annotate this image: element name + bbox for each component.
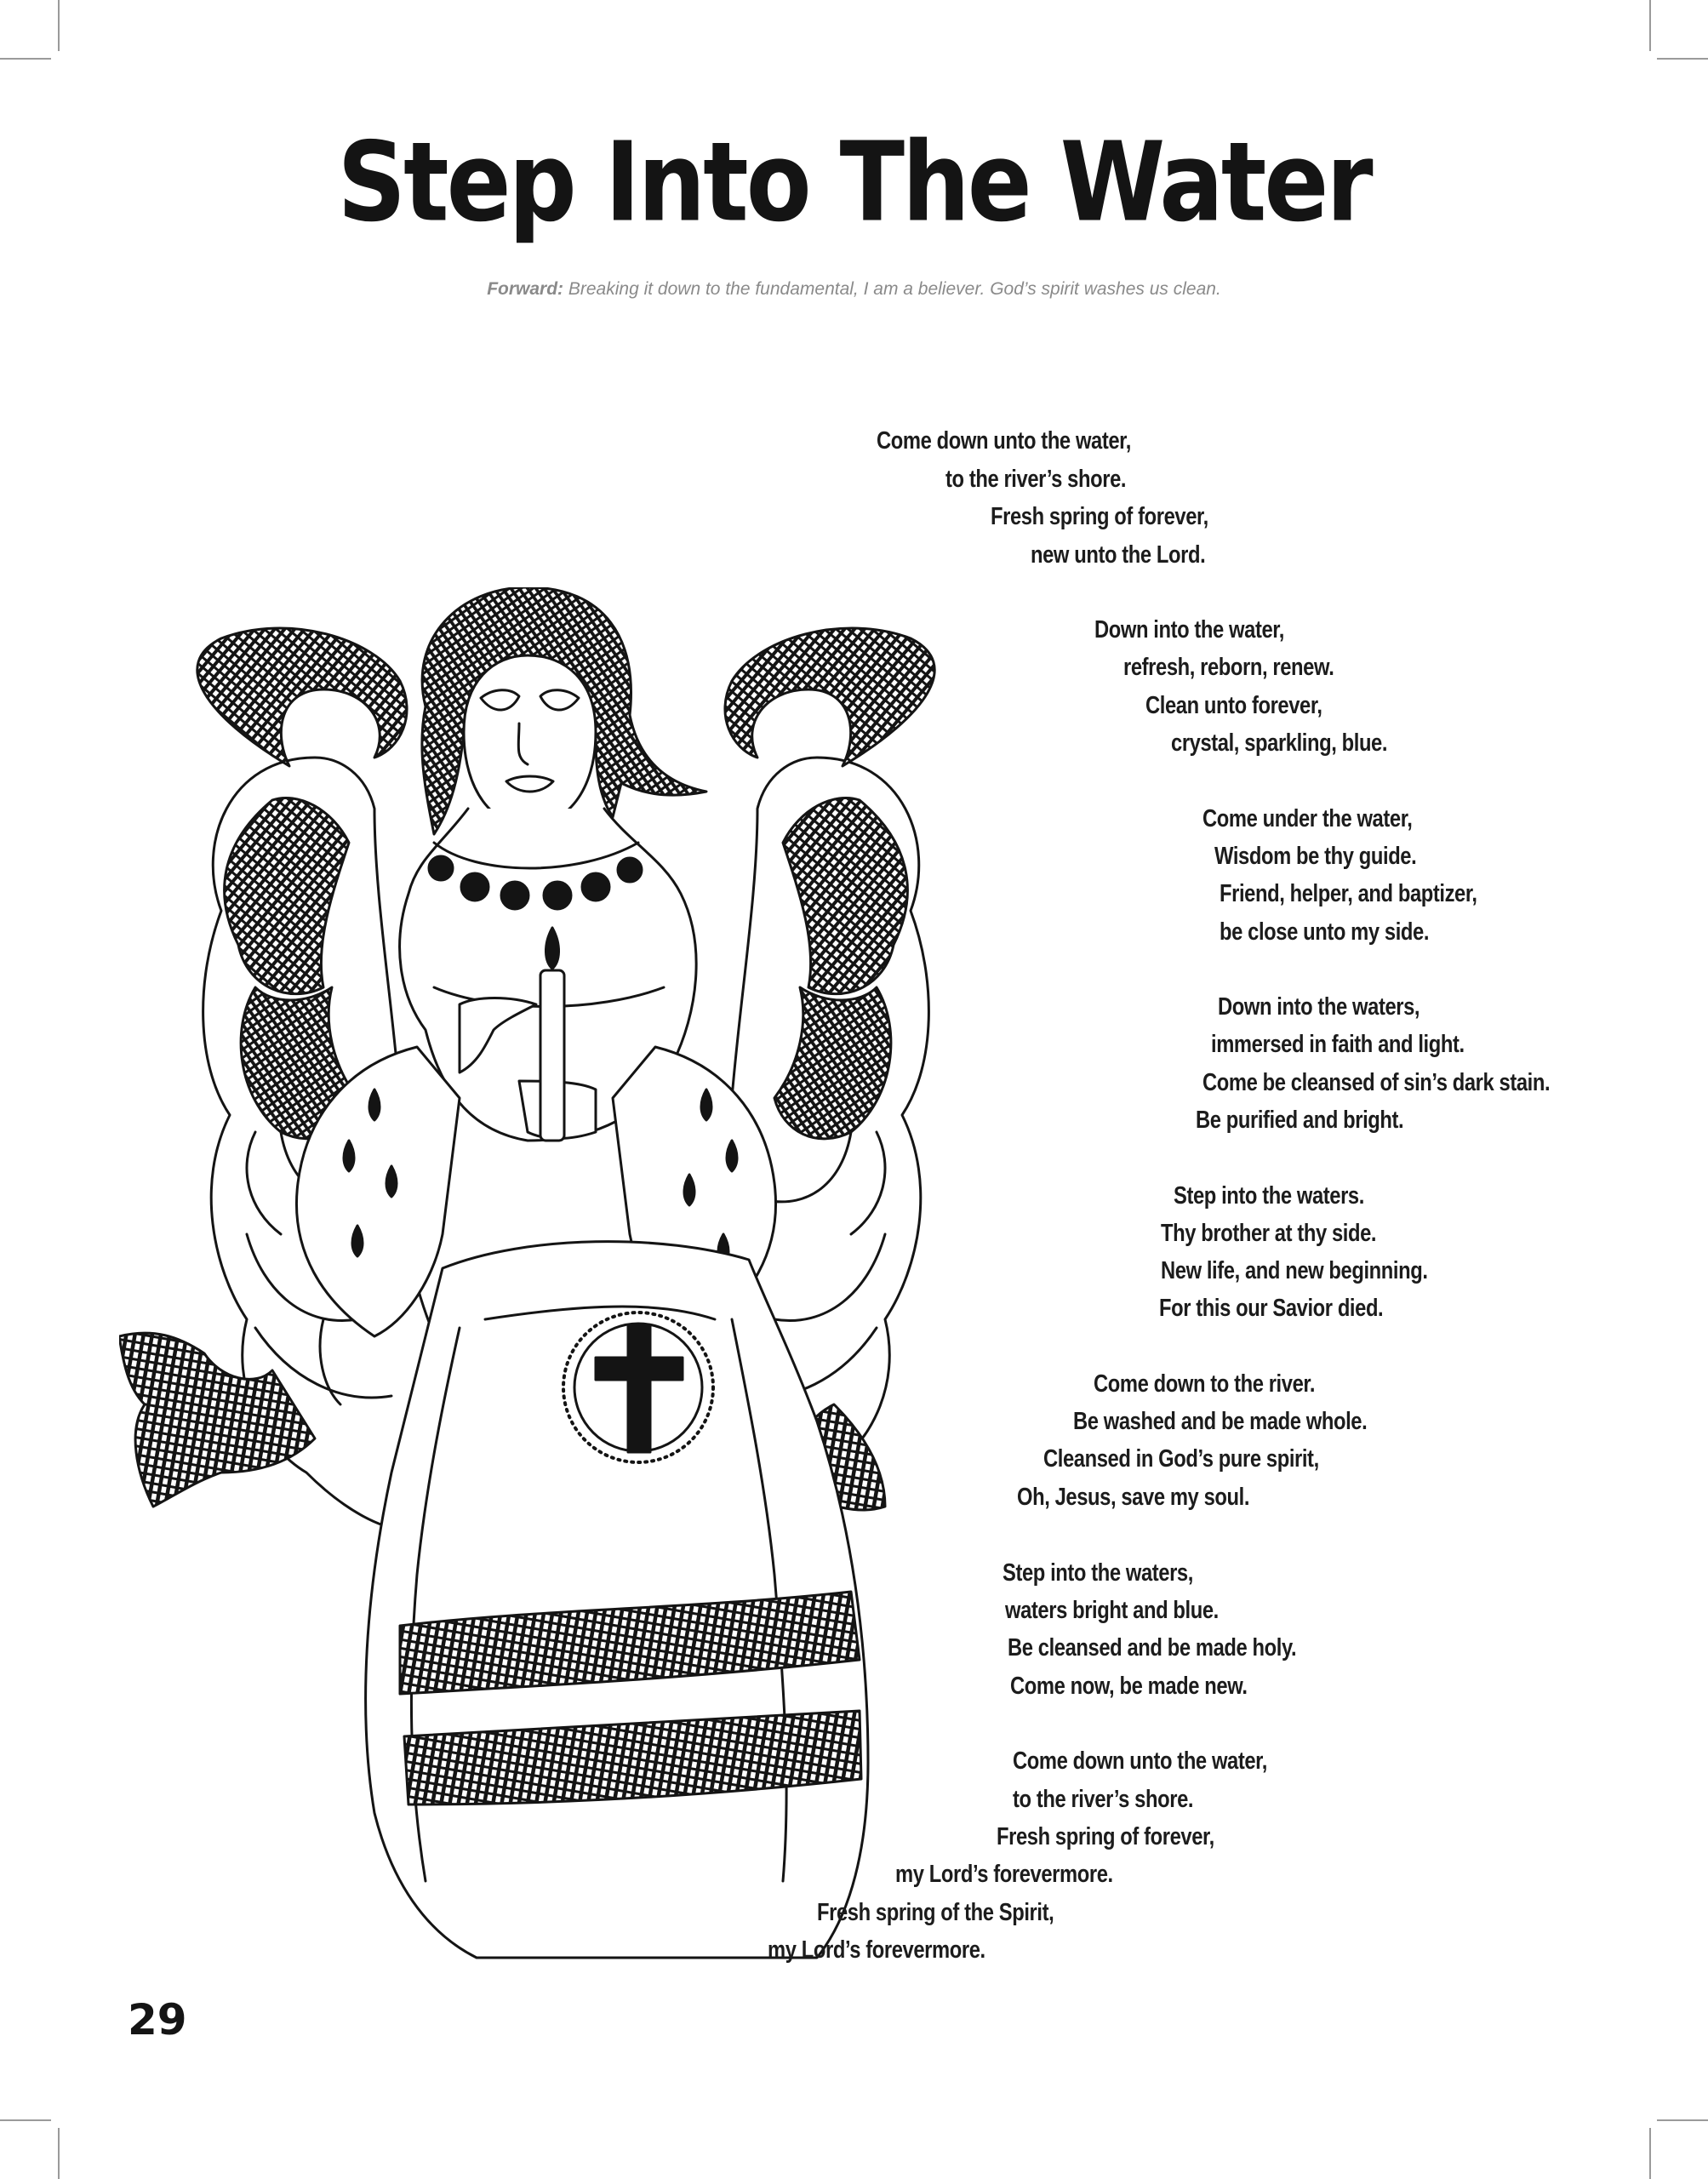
page-title: Step Into The Water — [337, 119, 1371, 247]
poem-line: Come now, be made new. — [1010, 1673, 1248, 1700]
poem-line: my Lord’s forevermore. — [895, 1861, 1113, 1888]
crop-mark — [58, 2128, 60, 2179]
poem-line: to the river’s shore. — [1013, 1786, 1194, 1813]
poem-line: Be cleansed and be made holy. — [1008, 1634, 1297, 1661]
poem-line: Thy brother at thy side. — [1161, 1220, 1377, 1247]
poem-line: Wisdom be thy guide. — [1214, 843, 1417, 870]
poem-line: Come down unto the water, — [877, 427, 1131, 455]
crop-mark — [0, 58, 51, 60]
poem-line: Down into the water, — [1094, 616, 1285, 643]
poem-line: New life, and new beginning. — [1161, 1257, 1428, 1284]
poem-line: Fresh spring of forever, — [997, 1823, 1214, 1850]
poem-line: Oh, Jesus, save my soul. — [1017, 1484, 1250, 1511]
poem-line: waters bright and blue. — [1005, 1597, 1219, 1624]
poem-line: For this our Savior died. — [1159, 1295, 1384, 1322]
poem-line: Cleansed in God’s pure spirit, — [1043, 1445, 1319, 1473]
poem-line: Fresh spring of forever, — [991, 503, 1208, 530]
skirt — [366, 1242, 868, 1958]
page-number: 29 — [128, 1995, 187, 2045]
poem-line: Be purified and bright. — [1196, 1107, 1404, 1134]
angel-illustration — [119, 587, 1021, 1966]
crop-mark — [58, 0, 60, 51]
crop-mark — [1657, 2119, 1708, 2121]
poem-line: new unto the Lord. — [1031, 541, 1206, 569]
poem-line: Come be cleansed of sin’s dark stain. — [1202, 1069, 1551, 1096]
foreword-label: Forward: — [487, 279, 564, 299]
crop-mark — [1649, 0, 1651, 51]
poem-line: to the river’s shore. — [945, 466, 1127, 493]
crop-mark — [1649, 2128, 1651, 2179]
foreword — [0, 279, 1708, 300]
poem-line: Friend, helper, and baptizer, — [1220, 880, 1477, 907]
poem-line: crystal, sparkling, blue. — [1171, 729, 1388, 757]
poem-line: Step into the waters, — [1003, 1559, 1193, 1587]
poem-line: be close unto my side. — [1220, 918, 1430, 946]
crop-mark — [1657, 58, 1708, 60]
face — [464, 655, 596, 826]
poem-line: immersed in faith and light. — [1211, 1031, 1465, 1058]
foreword-text: Breaking it down to the fundamental, I am a believer. God’s spirit washes us clean. — [563, 279, 1221, 299]
poem-line: Come down to the river. — [1094, 1370, 1316, 1398]
poem-line: Come down unto the water, — [1013, 1747, 1267, 1775]
poem-line: refresh, reborn, renew. — [1123, 654, 1334, 681]
poem-line: Down into the waters, — [1218, 993, 1420, 1021]
poem-line: Step into the waters. — [1174, 1182, 1364, 1210]
crop-mark — [0, 2119, 51, 2121]
poem-line: my Lord’s forevermore. — [768, 1936, 985, 1964]
poem-line: Fresh spring of the Spirit, — [817, 1899, 1054, 1926]
poem-line: Be washed and be made whole. — [1073, 1408, 1368, 1435]
poem-line: Come under the water, — [1202, 805, 1413, 832]
poem-line: Clean unto forever, — [1145, 692, 1322, 719]
